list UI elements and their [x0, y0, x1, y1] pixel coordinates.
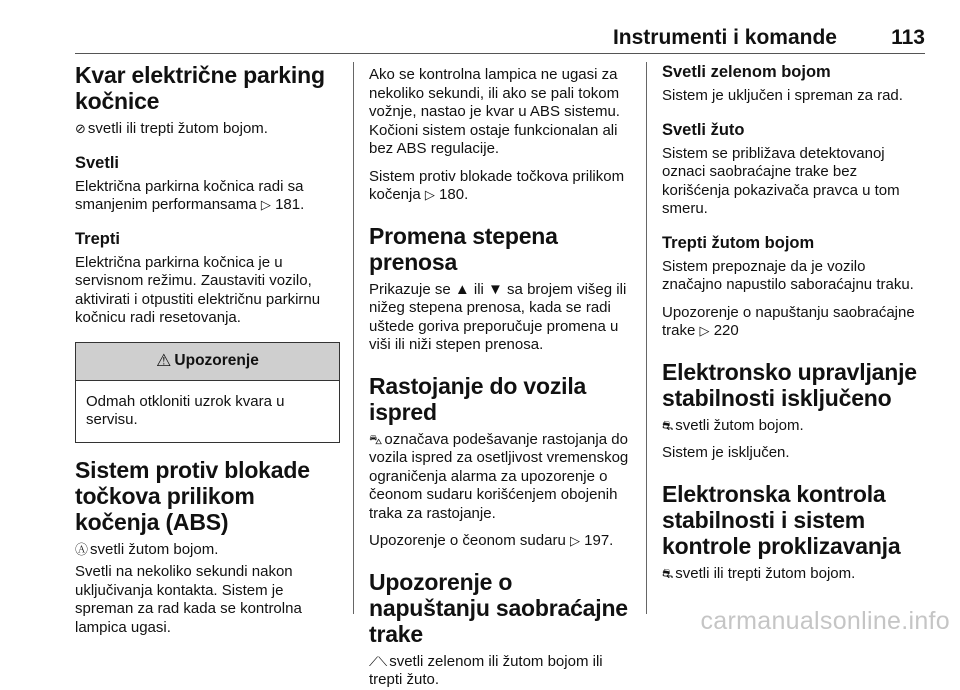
page-ref-arrow-icon: ▷	[424, 187, 435, 202]
abs-ref: 180.	[439, 186, 469, 203]
esc-icon-text: svetli ili trepti žutom bojom.	[675, 564, 856, 582]
esc-off-icon: ⛐	[662, 417, 674, 433]
yellow-text: Sistem se približava detektovanoj oznaci saobraćajne trake bez korišćenja pokazivača pravca u tom smeru.	[662, 144, 900, 217]
parking-brake-fault-title: Kvar električne parking kočnice	[75, 62, 325, 114]
esc-icon: ⛐	[662, 565, 674, 581]
page-ref-arrow-icon: ▷	[699, 323, 710, 338]
gear-shift-text: Prikazuje se ▲ ili ▼ sa brojem višeg ili nižeg stepena prenosa, kada se radi uštede goriva preporučuje promena u viši ili niži stepen prenosa.	[369, 280, 627, 353]
parking-brake-warning-icon: ⊘	[75, 121, 86, 136]
esc-off-icon-text: svetli žutom bojom.	[675, 416, 804, 434]
abs-title: Sistem protiv blokade točkova prilikom kočenja (ABS)	[75, 456, 310, 535]
warning-triangle-icon: ⚠	[156, 351, 172, 370]
collision-ref-text: Upozorenje o čeonom sudaru	[369, 532, 566, 549]
warning-label: Upozorenje	[174, 352, 259, 369]
esc-off-text: Sistem je isključen.	[662, 444, 790, 461]
following-distance-title: Rastojanje do vozila ispred	[369, 372, 587, 425]
column-divider-2	[646, 62, 647, 614]
column-3	[662, 62, 927, 583]
esc-title: Elektronska kontrola stabilnosti i sistem kontrole proklizavanja	[662, 480, 901, 559]
warning-box-body: Odmah otkloniti uzrok kvara u servisu.	[86, 392, 285, 428]
lane-ref-text: Upozorenje o napuštanju saobraćajne trake	[662, 303, 915, 339]
abs-text: Svetli na nekoliko sekundi nakon uključivanja kontakta. Sistem je spreman za rad kada se kontrolna lampica ugasi.	[75, 563, 302, 636]
column-2	[369, 62, 634, 690]
heading-blink: Trepti žutom bojom	[662, 233, 815, 252]
heading-yellow: Svetli žuto	[662, 120, 745, 139]
gear-shift-title: Promena stepena prenosa	[369, 222, 558, 275]
esc-off-title: Elektronsko upravljanje stabilnosti isključeno	[662, 358, 917, 411]
green-text: Sistem je uključen i spreman za rad.	[662, 87, 903, 104]
parking-brake-icon-text: svetli ili trepti žutom bojom.	[87, 120, 268, 137]
page-header	[75, 22, 925, 54]
trepti-text: Električna parkirna kočnica je u servisnom režimu. Zaustaviti vozilo, aktivirati i otpustiti električnu parkirnu kočnicu radi resetovanja.	[75, 253, 321, 326]
page-number: 113	[891, 26, 925, 49]
warning-box-header	[76, 343, 339, 381]
page-ref-arrow-icon: ▷	[260, 197, 271, 212]
svetli-text: Električna parkirna kočnica radi sa smanjenim performansama	[75, 177, 304, 213]
lane-departure-text: svetli zelenom ili žutom bojom ili trepti žuto.	[369, 652, 603, 688]
following-distance-text: označava podešavanje rastojanja do vozila ispred za osetljivost vremenskog ograničenja alarma za upozorenje o čeonom sudaru korišćenjem obojenih traka za rastojanje.	[369, 430, 629, 522]
abs-icon: Ⓐ	[75, 541, 89, 557]
heading-trepti: Trepti	[75, 229, 120, 248]
heading-green: Svetli zelenom bojom	[662, 63, 831, 81]
column-1	[75, 62, 340, 637]
warning-box	[75, 342, 340, 443]
collision-ref: 197.	[584, 532, 614, 549]
lane-departure-icon: ⟋⟍	[369, 653, 388, 669]
svetli-ref: 181.	[275, 196, 305, 213]
section-title: Instrumenti i komande	[612, 26, 837, 49]
blink-text: Sistem prepoznaje da je vozilo značajno napustilo saboraćajnu traku.	[662, 257, 914, 293]
abs-icon-text: svetli žutom bojom.	[90, 540, 219, 558]
heading-svetli: Svetli	[75, 153, 120, 172]
page-ref-arrow-icon: ▷	[569, 533, 580, 548]
vehicle-ahead-icon: ⛍	[369, 431, 383, 447]
watermark: carmanualsonline.info	[700, 607, 950, 635]
lane-ref: 220	[713, 322, 739, 339]
abs-ref-text: Sistem protiv blokade točkova prilikom kočenja	[369, 167, 625, 203]
column-divider-1	[353, 62, 354, 614]
lane-departure-title: Upozorenje o napuštanju saobraćajne trake	[369, 568, 628, 647]
abs-fault-text: Ako se kontrolna lampica ne ugasi za nekoliko sekundi, ili ako se pali tokom vožnje, nastao je kvar u ABS sistemu. Kočioni sistem ostaje funkcionalan ali bez ABS regulacije.	[369, 66, 620, 157]
